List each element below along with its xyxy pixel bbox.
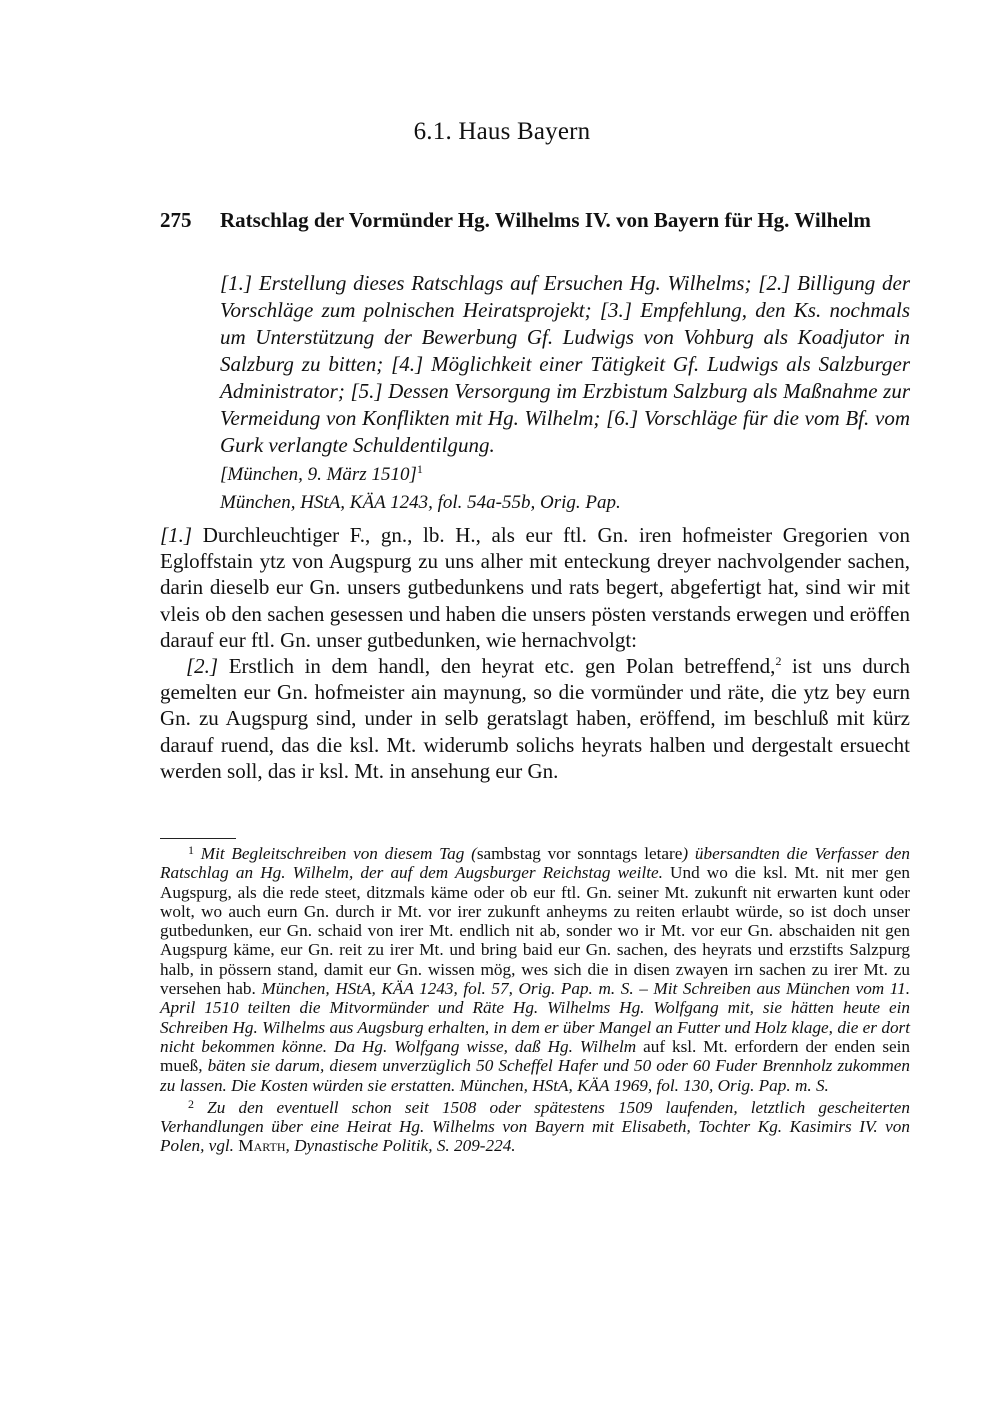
document-number: 275 [160,208,192,232]
regest: [1.] Erstellung dieses Ratschlags auf Ersuchen Hg. Wilhelms; [2.] Billigung der Vorschläge zum polnischen Heiratsprojekt; [3.] Empfehlung, den Ks. nochmals um Unterstützung der Bewerbung Gf. Ludwigs von Vohburg als Koadjutor in Salzburg zu bitten; [4.] Möglichkeit einer Tätigkeit Gf. Ludwigs als Salzburger Administrator; [5.] Dessen Versorgung im Erzbistum Salzburg als Maßnahme zur Vermeidung von Konflikten mit Hg. Wilhelm; [6.] Vorschläge für die vom Bf. vom Gurk verlangte Schuldentilgung. [220,271,910,457]
date-text: [München, 9. März 1510] [220,464,417,485]
main-text [160,522,910,784]
footnote-1-part-c: ) übersandten die Verfasser den Ratschlag an Hg. Wilhelm, der auf dem Augsburger Reichstag weilte. [160,844,910,883]
paragraph-2-text-a: Erstlich in dem handl, den heyrat etc. gen Polan betreffend, [218,654,776,679]
footnote-1-quote-a: sambstag vor sonntags letare [476,844,683,863]
footnote-2-part-a: Zu den eventuell schon seit 1508 oder spätestens 1509 laufenden, letztlich gescheiterten Verhandlungen über eine Heirat Hg. Wilhelms von Bayern mit Elisabeth, Tochter Kg. Kasimirs IV. von Polen, vgl. [160,1097,910,1156]
paragraph-1 [160,522,910,653]
document-date [220,457,423,487]
section-marker-1: [1.] [160,523,193,547]
running-head: 6.1. Haus Bayern [413,118,591,145]
footnotes [160,844,910,1156]
footnote-1-part-g: , bäten sie darum, diesem unverzüglich 50 Scheffel Hafer und 50 oder 60 Fuder Brennholz zukommen zu lassen. Die Kosten würden sie erstatten. München, HStA, KÄA 1969, fol. 130, Orig. Pap. m. S. [160,1056,910,1095]
document-title: Ratschlag der Vormünder Hg. Wilhelms IV. von Bayern für Hg. Wilhelm [220,208,871,232]
footnote-1-part-a: Mit Begleitschreiben von diesem Tag ( [200,844,477,863]
archival-source: München, HStA, KÄA 1243, fol. 54a-55b, Orig. Pap. [220,492,621,513]
footnote-1-quote-c: auf ksl. Mt. erfordern der enden sein mueß [160,1036,910,1076]
footnote-1-part-e: München, HStA, KÄA 1243, fol. 57, Orig. Pap. m. S. – Mit Schreiben aus München vom 11. April 1510 teilten die Mitvormünder und Räte Hg. Wilhelms Hg. Wolfgang mit, sie hätten heute ein Schreiben Hg. Wilhelms aus Augsburg erhalten, in dem er über Mangel an Futter und Holz klage, die er dort nicht bekommen könne. Da Hg. Wolfgang wisse, daß Hg. Wilhelm [160,979,910,1056]
footnote-2-author: Marth [238,1136,286,1156]
footnote-ref-2: 2 [775,654,782,669]
document-heading [160,206,910,234]
paragraph-2 [160,653,910,784]
paragraph-2-text-b: ist uns durch gemelten eur Gn. hofmeister ain maynung, so die vormünder und räte, die ytz bey eurn Gn. zu Augspurg sind, under in selb geratslagt haben, eröffend, im beschluß mit kürz darauf ruend, das die ksl. Mt. widerumb solichs heyrats halben und dergestalt ersuecht werden soll, das ir ksl. Mt. in ansehung eur Gn. [160,654,911,783]
footnote-2-part-b: , Dynastische Politik, S. 209-224. [285,1136,516,1156]
footnote-1-quote-b: Und wo die ksl. Mt. nit mer gen Augspurg, als die rede steet, ditzmals käme oder ob eur ftl. Gn. seiner Mt. zukunft nit erwarten kunt oder wolt, wo auch eurn Gn. durch ir Mt. vor irer zukunft anheyms zu reiten erlaubt würde, so ist doch unser gutbedunken, eur Gn. schaid von irer Mt. endlich nit ab, sonder wo ir Mt. vor eur Gn. abschaiden nit gen Augspurg käme, eur Gn. reit zu irer Mt. und bring baid eur Gn. sachen, des heyrats und erzstifts Salzpurg halb, in pössern stand, damit eur Gn. wissen mög, wes sich die in disen zwayen irn sachen zu irer Mt. zu versehen hab. [160,863,910,999]
section-marker-2: [2.] [186,654,219,679]
footnote-1-number: 1 [188,843,194,857]
footnote-1 [160,844,910,1095]
footnote-separator [160,838,236,839]
footnote-2 [160,1098,910,1156]
footnote-2-number: 2 [188,1096,194,1111]
paragraph-1-text: Durchleuchtiger F., gn., lb. H., als eur ftl. Gn. iren hofmeister Gregorien von Egloffstain ytz von Augspurg zu uns alher mit enteckung dreyer nachvolgender sachen, darin dieselb eur Gn. unsers gutbedunkens und rats begert, abgefertigt hat, sind wir mit vleis ob den sachen gesessen und haben die unsers pösten verstands erwegen und eröffen darauf eur ftl. Gn. unser gutbedunken, wie hernachvolgt: [160,523,910,652]
footnote-ref-1: 1 [416,462,423,476]
